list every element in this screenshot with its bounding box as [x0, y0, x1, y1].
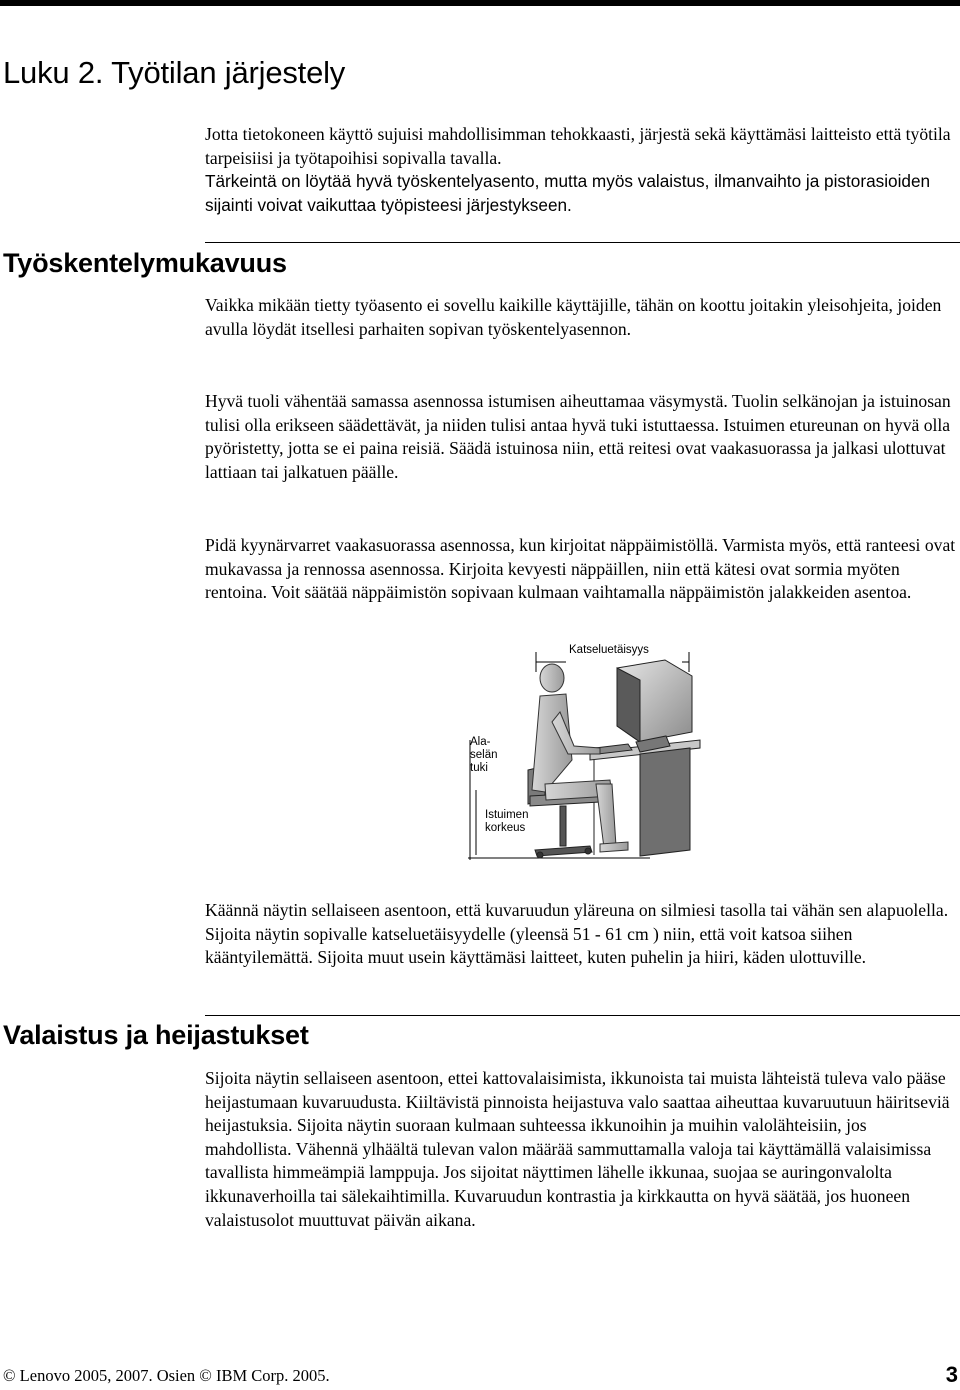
- comfort-paragraph-2: Hyvä tuoli vähentää samassa asennossa istumisen aiheuttamaa väsymystä. Tuolin selkänojan ja istuinosan tulisi olla erikseen säädettävät, ja niiden tulisi antaa hyvä tuki istuttaessa. Istuimen etureunan on hyvä olla pyöristetty, jotta se ei paina reisiä. Säädä istuinosa niin, että reitesi ovat vaakasuorassa ja jalkasi ulottuvat lattiaan tai jalkatuen päälle.: [205, 391, 951, 482]
- heading-comfort: Työskentelymukavuus: [3, 248, 287, 278]
- heading-lighting: Valaistus ja heijastukset: [3, 1020, 309, 1050]
- figure-label-seat-line-2: korkeus: [485, 822, 526, 834]
- footer-copyright: © Lenovo 2005, 2007. Osien © IBM Corp. 2005.: [3, 1366, 330, 1385]
- figure-label-viewing-distance: Katseluetäisyys: [569, 644, 649, 656]
- intro-paragraph-2: Tärkeintä on löytää hyvä työskentelyasento, mutta myös valaistus, ilmanvaihto ja pistorasioiden sijainti voivat vaikuttaa työpisteesi järjestykseen.: [205, 171, 931, 215]
- figure-label-seat-height: [485, 809, 528, 835]
- figure-label-seat-line-1: Istuimen: [485, 809, 529, 821]
- section-rule-comfort: [205, 242, 960, 243]
- figure-label-lumbar-line-1: Ala-: [470, 736, 491, 748]
- chapter-title: Luku 2. Työtilan järjestely: [3, 55, 346, 90]
- desk: [590, 740, 700, 856]
- section-rule-lighting: [205, 1015, 960, 1016]
- figure-label-lumbar-support: [470, 736, 498, 775]
- top-rule: [0, 0, 960, 6]
- keyboard: [595, 744, 632, 754]
- intro-paragraph-1: Jotta tietokoneen käyttö sujuisi mahdollisimman tehokkaasti, järjestä sekä käyttämäsi laitteisto että työtila tarpeisiisi ja työtapoihisi sopivalla tavalla.: [205, 124, 951, 168]
- figure-label-lumbar-line-3: tuki: [470, 762, 488, 774]
- page-number: 3: [945, 1362, 958, 1387]
- comfort-paragraph-4: Käännä näytin sellaiseen asentoon, että kuvaruudun yläreuna on silmiesi tasolla tai vähän sen alapuolella. Sijoita näytin sopivalle katseluetäisyydelle (yleensä 51 - 61 cm ) niin, että voit katsoa siihen kääntyilemättä. Sijoita muut usein käyttämäsi laitteet, kuten puhelin ja hiiri, käden ulottuville.: [205, 900, 949, 968]
- comfort-paragraph-3: Pidä kyynärvarret vaakasuorassa asennossa, kun kirjoitat näppäimistöllä. Varmista myös, että ranteesi ovat mukavassa ja rennossa asennossa. Kirjoita kevyesti näppäillen, niin että kätesi ovat sormia myöten rentoina. Voit säätää näppäimistön sopivaan kulmaan vaihtamalla näppäimistön jalakkeiden asentoa.: [205, 535, 956, 603]
- chair: [528, 766, 600, 858]
- seated-person: [532, 664, 628, 852]
- comfort-paragraph-1: Vaikka mikään tietty työasento ei sovellu kaikille käyttäjille, tähän on koottu joitakin yleisohjeita, joiden avulla löydät itsellesi parhaiten sopivan työskentelyasennon.: [205, 295, 942, 339]
- lighting-paragraph-1: Sijoita näytin sellaiseen asentoon, ettei kattovalaisimista, ikkunoista tai muista lähteistä tuleva valo pääse heijastumaan kuvaruudusta. Kiiltävistä pinnoista heijastuva valo saattaa aiheuttaa kuvaruutuun häiritseviä heijastuksia. Sijoita näytin suoraan kulmaan suhteessa ikkunoihin ja muihin valolähteisiin, jos mahdollista. Vähennä ylhäältä tulevan valon määrää sammuttamalla valoja tai käyttämällä valaisimissa tavallista himmeämpiä lamppuja. Jos sijoitat näyttimen lähelle ikkunaa, suojaa se auringonvalolta ikkunaverhoilla tai sälekaihtimilla. Kuvaruudun kontrastia ja kirkkautta on hyvä säätää, jos huoneen valaistusolot muuttuvat päivän aikana.: [205, 1068, 950, 1230]
- monitor: [617, 660, 692, 752]
- figure-label-lumbar-line-2: selän: [470, 749, 498, 761]
